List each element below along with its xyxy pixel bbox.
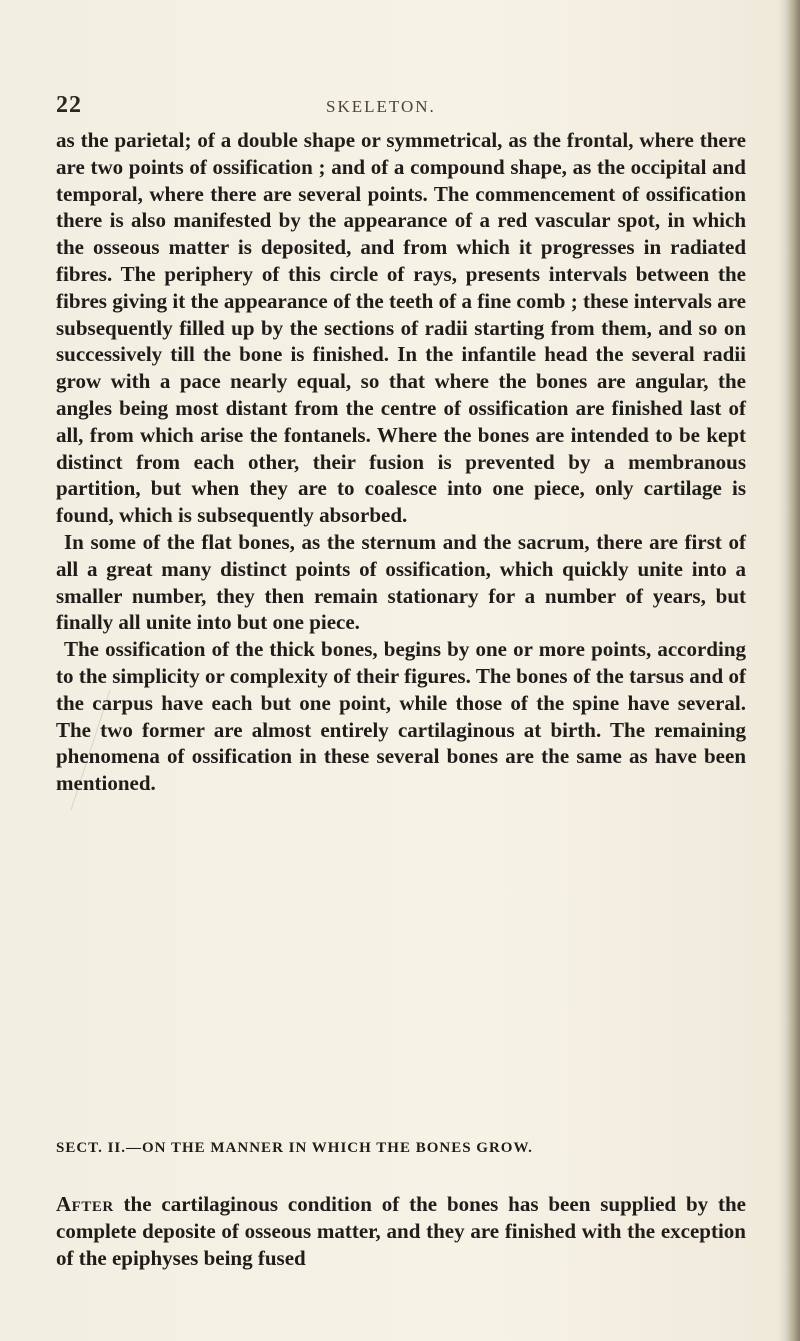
section-paragraph <box>56 1191 746 1271</box>
paragraph-1: as the parietal; of a double shape or symmetrical, as the frontal, where there are two points of ossification ; and of a compound shape, as the occipital and temporal, where there are several points. The commencement of ossification there is also manifested by the appearance of a red vascular spot, in which the osseous matter is deposited, and from which it progresses in radiated fibres. The periphery of this circle of rays, presents intervals between the fibres giving it the appearance of the teeth of a fine comb ; these intervals are subsequently filled up by the sections of radii starting from them, and so on successively till the bone is finished. In the infantile head the several radii grow with a pace nearly equal, so that where the bones are angular, the angles being most distant from the centre of ossification are finished last of all, from which arise the fontanels. Where the bones are intended to be kept distinct from each other, their fusion is prevented by a membranous partition, but when they are to coalesce into one piece, only cartilage is found, which is subsequently absorbed. <box>56 128 746 528</box>
running-head: SKELETON. <box>326 97 436 116</box>
paragraph-2: In some of the flat bones, as the sternum and the sacrum, there are first of all a great many distinct points of ossification, which quickly unite into a smaller number, they then remain stationary for a number of years, but finally all unite into but one piece. <box>56 529 746 635</box>
page-number: 22 <box>56 92 82 118</box>
body-text <box>56 127 746 797</box>
section-heading: SECT. II.—ON THE MANNER IN WHICH THE BONES GROW. <box>56 1140 533 1156</box>
paragraph-3: The ossification of the thick bones, begins by one or more points, according to the simplicity or complexity of their figures. The bones of the tarsus and of the carpus have each but one point, while those of the spine have several. The two former are almost entirely cartilaginous at birth. The remaining phenomena of ossification in these several bones are the same as have been mentioned. <box>56 637 746 796</box>
page-header <box>56 92 746 120</box>
page-edge-shadow <box>778 0 800 1341</box>
section-paragraph-text: the cartilaginous condition of the bones has been supplied by the complete deposite of osseous matter, and they are finished with the exception of the epiphyses being fused <box>56 1192 746 1270</box>
section-lead-word: After <box>56 1192 114 1216</box>
